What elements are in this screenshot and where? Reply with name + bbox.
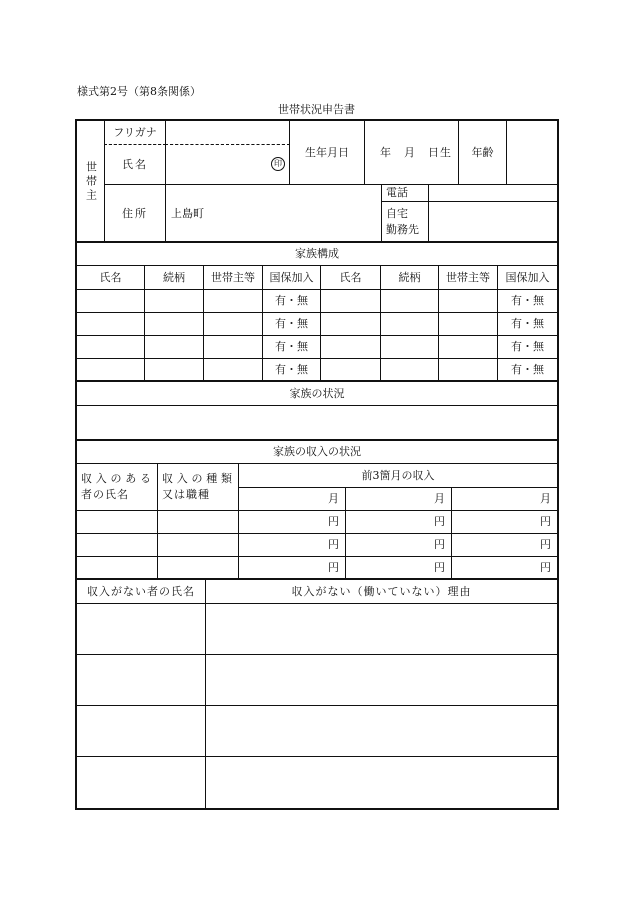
family-cell-insurance[interactable]: 有・無 (262, 358, 321, 382)
income-cell-amount[interactable]: 円 (238, 533, 346, 557)
family-header-relation: 続柄 (144, 265, 204, 290)
income-cell-amount[interactable]: 円 (345, 510, 452, 534)
family-cell-householder-flag[interactable] (203, 289, 263, 313)
no-income-reason-header (205, 579, 558, 604)
income-cell-type[interactable] (157, 556, 239, 580)
earner-name-header (76, 463, 158, 511)
family-cell-householder-flag[interactable] (203, 358, 263, 382)
family-cell-insurance[interactable]: 有・無 (497, 312, 558, 336)
family-cell-name[interactable] (320, 335, 381, 359)
family-cell-insurance[interactable]: 有・無 (262, 335, 321, 359)
income-cell-earner-name[interactable] (76, 510, 158, 534)
family-cell-householder-flag[interactable] (438, 312, 498, 336)
family-cell-insurance[interactable]: 有・無 (497, 289, 558, 313)
income-cell-earner-name[interactable] (76, 533, 158, 557)
month-label-cell[interactable]: 月 (451, 487, 558, 511)
income-cell-amount[interactable]: 円 (345, 533, 452, 557)
family-cell-insurance[interactable]: 有・無 (262, 289, 321, 313)
family-cell-relation[interactable] (144, 289, 204, 313)
no-income-cell-reason[interactable] (205, 603, 558, 655)
phone-label: 電話 (381, 184, 429, 202)
no-income-cell-reason[interactable] (205, 705, 558, 757)
householder-section-label (76, 120, 105, 243)
family-cell-relation[interactable] (380, 335, 439, 359)
family-cell-relation[interactable] (144, 358, 204, 382)
family-header-insurance: 国保加入 (497, 265, 558, 290)
family-situation-field[interactable] (76, 405, 558, 441)
name-label-text: 氏名 (122, 157, 148, 171)
no-income-cell-name[interactable] (76, 603, 206, 655)
seal-mark-icon: 印 (271, 157, 285, 171)
family-composition-title: 家族構成 (76, 242, 558, 266)
householder-section-text: 世帯主 (84, 160, 98, 203)
family-cell-name[interactable] (320, 358, 381, 382)
form-number-label: 様式第2号（第8条関係） (77, 85, 201, 98)
income-cell-amount[interactable]: 円 (451, 533, 558, 557)
name-label (104, 144, 166, 185)
family-header-name: 氏名 (76, 265, 145, 290)
age-field[interactable] (506, 120, 558, 185)
address-field[interactable] (165, 184, 382, 243)
birthdate-format-text: 年 月 日生 (380, 145, 452, 159)
family-cell-relation[interactable] (144, 335, 204, 359)
month-label-cell[interactable]: 月 (238, 487, 346, 511)
family-cell-householder-flag[interactable] (438, 358, 498, 382)
prior-income-header: 前3箇月の収入 (238, 463, 558, 488)
family-cell-householder-flag[interactable] (438, 289, 498, 313)
income-type-header (157, 463, 239, 511)
income-type-header-text: 収入の種類又は職種 (162, 472, 233, 501)
income-cell-amount[interactable]: 円 (451, 510, 558, 534)
furigana-field[interactable] (165, 120, 290, 145)
no-income-name-header-text: 収入がない者の氏名 (87, 584, 195, 598)
income-cell-earner-name[interactable] (76, 556, 158, 580)
name-field[interactable] (165, 144, 290, 185)
family-income-title: 家族の収入の状況 (76, 440, 558, 464)
phone-work-label: 勤務先 (386, 223, 419, 236)
age-label: 年齢 (458, 120, 507, 185)
family-cell-name[interactable] (76, 358, 145, 382)
family-cell-name[interactable] (76, 312, 145, 336)
month-label-cell[interactable]: 月 (345, 487, 452, 511)
family-cell-householder-flag[interactable] (203, 335, 263, 359)
address-value: 上島町 (171, 206, 204, 220)
family-cell-relation[interactable] (144, 312, 204, 336)
income-cell-type[interactable] (157, 510, 239, 534)
family-cell-relation[interactable] (380, 358, 439, 382)
family-cell-relation[interactable] (380, 312, 439, 336)
no-income-cell-name[interactable] (76, 654, 206, 706)
family-header-relation: 続柄 (380, 265, 439, 290)
family-header-name: 氏名 (320, 265, 381, 290)
furigana-label: フリガナ (104, 120, 166, 145)
family-header-householder-flag: 世帯主等 (203, 265, 263, 290)
family-cell-householder-flag[interactable] (438, 335, 498, 359)
family-cell-name[interactable] (76, 335, 145, 359)
income-cell-amount[interactable]: 円 (345, 556, 452, 580)
family-cell-insurance[interactable]: 有・無 (262, 312, 321, 336)
no-income-cell-name[interactable] (76, 756, 206, 809)
phone-field[interactable] (428, 184, 558, 202)
family-cell-name[interactable] (76, 289, 145, 313)
family-cell-insurance[interactable]: 有・無 (497, 335, 558, 359)
address-label-text: 住所 (122, 206, 148, 220)
earner-name-header-text: 収入のある者の氏名 (81, 472, 152, 501)
phone-location-label (381, 201, 429, 243)
family-cell-name[interactable] (320, 312, 381, 336)
income-cell-amount[interactable]: 円 (238, 556, 346, 580)
family-cell-insurance[interactable]: 有・無 (497, 358, 558, 382)
family-cell-householder-flag[interactable] (203, 312, 263, 336)
form-title: 世帯状況申告書 (278, 103, 355, 116)
phone-home-label: 自宅 (386, 207, 408, 220)
no-income-cell-name[interactable] (76, 705, 206, 757)
family-cell-relation[interactable] (380, 289, 439, 313)
income-cell-amount[interactable]: 円 (238, 510, 346, 534)
family-header-insurance: 国保加入 (262, 265, 321, 290)
family-cell-name[interactable] (320, 289, 381, 313)
family-header-householder-flag: 世帯主等 (438, 265, 498, 290)
address-label (104, 184, 166, 243)
phone-location-field[interactable] (428, 201, 558, 243)
no-income-reason-header-text: 収入がない（働いていない）理由 (291, 584, 472, 598)
no-income-cell-reason[interactable] (205, 756, 558, 809)
income-cell-amount[interactable]: 円 (451, 556, 558, 580)
income-cell-type[interactable] (157, 533, 239, 557)
no-income-cell-reason[interactable] (205, 654, 558, 706)
family-situation-title: 家族の状況 (76, 381, 558, 406)
no-income-name-header (76, 579, 206, 604)
birthdate-label: 生年月日 (289, 120, 365, 185)
birthdate-field[interactable] (364, 120, 459, 185)
